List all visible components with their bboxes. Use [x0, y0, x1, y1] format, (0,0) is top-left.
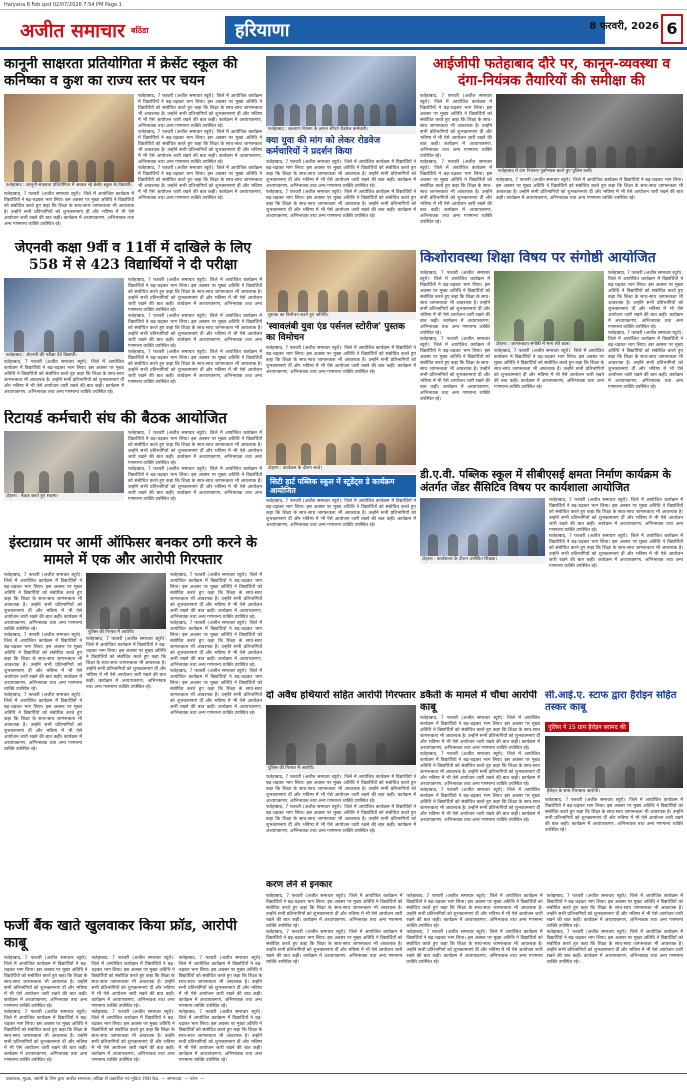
- body-text: फतेहाबाद, 7 फरवरी (अजीत समाचार ब्यूरो): जिले में आयोजित कार्यक्रम में विद्यार्थियों ने बढ़-चढ़कर भाग लिया। इस अवसर पर मुख्य अतिथि ने विद्यार्थियों को संबोधित करते हुए कहा कि शिक्षा के साथ-साथ जागरूकता भी आवश्यक है। उन्होंने सभी प्रतिभागियों को शुभकामनाएं दीं और भविष्य में भी ऐसे आयोजन जारी रखने की बात कही। कार्यक्रम में अध्यापकगण, अभिभावक तथा अन्य गणमान्य व्यक्ति उपस्थित रहे।: [420, 160, 492, 225]
- body-text: फतेहाबाद, 7 फरवरी (अजीत समाचार ब्यूरो): जिले में आयोजित कार्यक्रम में विद्यार्थियों ने बढ़-चढ़कर भाग लिया। इस अवसर पर मुख्य अतिथि ने विद्यार्थियों को संबोधित करते हुए कहा कि शिक्षा के साथ-साथ जागरूकता भी आवश्यक है। उन्होंने सभी प्रतिभागियों को शुभकामनाएं दीं और भविष्य में भी ऐसे आयोजन जारी रखने की बात कही। कार्यक्रम में अध्यापकगण, अभिभावक तथा अन्य गणमान्य व्यक्ति उपस्थित रहे।: [4, 633, 82, 692]
- body-text: फतेहाबाद, 7 फरवरी (अजीत समाचार ब्यूरो): जिले में आयोजित कार्यक्रम में विद्यार्थियों ने बढ़-चढ़कर भाग लिया। इस अवसर पर मुख्य अतिथि ने विद्यार्थियों को संबोधित करते हुए कहा कि शिक्षा के साथ-साथ जागरूकता भी आवश्यक है। उन्होंने सभी प्रतिभागियों को शुभकामनाएं दीं और भविष्य में भी ऐसे आयोजन जारी रखने की बात कही। कार्यक्रम में अध्यापकगण, अभिभावक तथा अन्य गणमान्य व्यक्ति उपस्थित रहे।: [546, 894, 683, 929]
- photo: [86, 573, 166, 629]
- body-text: फतेहाबाद, 7 फरवरी (अजीत समाचार ब्यूरो): जिले में आयोजित कार्यक्रम में विद्यार्थियों ने बढ़-चढ़कर भाग लिया। इस अवसर पर मुख्य अतिथि ने विद्यार्थियों को संबोधित करते हुए कहा कि शिक्षा के साथ-साथ जागरूकता भी आवश्यक है। उन्होंने सभी प्रतिभागियों को शुभकामनाएं दीं और भविष्य में भी ऐसे आयोजन जारी रखने की बात कही। कार्यक्रम में अध्यापकगण, अभिभावक तथा अन्य गणमान्य व्यक्ति उपस्थित रहे।: [608, 271, 683, 330]
- body-text: फतेहाबाद, 7 फरवरी (अजीत समाचार ब्यूरो): जिले में आयोजित कार्यक्रम में विद्यार्थियों ने बढ़-चढ़कर भाग लिया। इस अवसर पर मुख्य अतिथि ने विद्यार्थियों को संबोधित करते हुए कहा कि शिक्षा के साथ-साथ जागरूकता भी आवश्यक है। उन्होंने सभी प्रतिभागियों को शुभकामनाएं दीं और भविष्य में भी ऐसे आयोजन जारी रखने की बात कही। कार्यक्रम में अध्यापकगण, अभिभावक तथा अन्य गणमान्य व्यक्ति उपस्थित रहे।: [266, 499, 416, 528]
- photo-caption: पुलिस की गिरफ्त में आरोपी।: [86, 629, 166, 637]
- body-text: फतेहाबाद, 7 फरवरी (अजीत समाचार ब्यूरो): जिले में आयोजित कार्यक्रम में विद्यार्थियों ने बढ़-चढ़कर भाग लिया। इस अवसर पर मुख्य अतिथि ने विद्यार्थियों को संबोधित करते हुए कहा कि शिक्षा के साथ-साथ जागरूकता भी आवश्यक है। उन्होंने सभी प्रतिभागियों को शुभकामनाएं दीं और भविष्य में भी ऐसे आयोजन जारी रखने की बात कही। कार्यक्रम में अध्यापकगण, अभिभावक तथा अन्य गणमान्य व्यक्ति उपस्थित रहे।: [4, 573, 82, 632]
- body-text: फतेहाबाद, 7 फरवरी (अजीत समाचार ब्यूरो): जिले में आयोजित कार्यक्रम में विद्यार्थियों ने बढ़-चढ़कर भाग लिया। इस अवसर पर मुख्य अतिथि ने विद्यार्थियों को संबोधित करते हुए कहा कि शिक्षा के साथ-साथ जागरूकता भी आवश्यक है। उन्होंने सभी प्रतिभागियों को शुभकामनाएं दीं और भविष्य में भी ऐसे आयोजन जारी रखने की बात कही। कार्यक्रम में अध्यापकगण, अभिभावक तथा अन्य गणमान्य व्यक्ति उपस्थित रहे।: [91, 1010, 175, 1063]
- body-text: फतेहाबाद, 7 फरवरी (अजीत समाचार ब्यूरो): जिले में आयोजित कार्यक्रम में विद्यार्थियों ने बढ़-चढ़कर भाग लिया। इस अवसर पर मुख्य अतिथि ने विद्यार्थियों को संबोधित करते हुए कहा कि शिक्षा के साथ-साथ जागरूकता भी आवश्यक है। उन्होंने सभी प्रतिभागियों को शुभकामनाएं दीं और भविष्य में भी ऐसे आयोजन जारी रखने की बात कही। कार्यक्रम में अध्यापकगण, अभिभावक तथा अन्य गणमान्य व्यक्ति उपस्थित रहे।: [420, 337, 490, 402]
- headline: क्या युवा की मांग को लेकर रोडवेज कर्मचारियों ने प्रदर्शन किया: [266, 136, 381, 157]
- headline: जेएनवी कक्षा 9वीं व 11वीं में दाखिले के लिए 558 में से 423 विद्यार्थियों ने दी परीक्षा: [14, 240, 252, 273]
- body-text: फतेहाबाद, 7 फरवरी (अजीत समाचार ब्यूरो): जिले में आयोजित कार्यक्रम में विद्यार्थियों ने बढ़-चढ़कर भाग लिया। इस अवसर पर मुख्य अतिथि ने विद्यार्थियों को संबोधित करते हुए कहा कि शिक्षा के साथ-साथ जागरूकता भी आवश्यक है। उन्होंने सभी प्रतिभागियों को शुभकामनाएं दीं और भविष्य में भी ऐसे आयोजन जारी रखने की बात कही। कार्यक्रम में अध्यापकगण, अभिभावक तथा अन्य गणमान्य व्यक्ति उपस्थित रहे।: [128, 278, 262, 313]
- body-text: फतेहाबाद, 7 फरवरी (अजीत समाचार ब्यूरो): जिले में आयोजित कार्यक्रम में विद्यार्थियों ने बढ़-चढ़कर भाग लिया। इस अवसर पर मुख्य अतिथि ने विद्यार्थियों को संबोधित करते हुए कहा कि शिक्षा के साथ-साथ जागरूकता भी आवश्यक है। उन्होंने सभी प्रतिभागियों को शुभकामनाएं दीं और भविष्य में भी ऐसे आयोजन जारी रखने की बात कही। कार्यक्रम में अध्यापकगण, अभिभावक तथा अन्य गणमान्य व्यक्ति उपस्थित रहे।: [86, 637, 166, 690]
- story-jnv-exam: [4, 240, 262, 405]
- story-tag: पुलिस ने 15 ग्राम हैरोइन बरामद की: [545, 722, 629, 732]
- body-text: फतेहाबाद, 7 फरवरी (अजीत समाचार ब्यूरो): जिले में आयोजित कार्यक्रम में विद्यार्थियों ने बढ़-चढ़कर भाग लिया। इस अवसर पर मुख्य अतिथि ने विद्यार्थियों को संबोधित करते हुए कहा कि शिक्षा के साथ-साथ जागरूकता भी आवश्यक है। उन्होंने सभी प्रतिभागियों को शुभकामनाएं दीं और भविष्य में भी ऐसे आयोजन जारी रखने की बात कही। कार्यक्रम में अध्यापकगण, अभिभावक तथा अन्य गणमान्य व्यक्ति उपस्थित रहे।: [128, 467, 262, 502]
- story-adolescence-seminar: [420, 250, 683, 460]
- body-text: फतेहाबाद, 7 फरवरी (अजीत समाचार ब्यूरो): जिले में आयोजित कार्यक्रम में विद्यार्थियों ने बढ़-चढ़कर भाग लिया। इस अवसर पर मुख्य अतिथि ने विद्यार्थियों को संबोधित करते हुए कहा कि शिक्षा के साथ-साथ जागरूकता भी आवश्यक है। उन्होंने सभी प्रतिभागियों को शुभकामनाएं दीं और भविष्य में भी ऐसे आयोजन जारी रखने की बात कही। कार्यक्रम में अध्यापकगण, अभिभावक तथा अन्य गणमान्य व्यक्ति उपस्थित रहे।: [266, 930, 403, 965]
- body-text: फतेहाबाद, 7 फरवरी (अजीत समाचार ब्यूरो): जिले में आयोजित कार्यक्रम में विद्यार्थियों ने बढ़-चढ़कर भाग लिया। इस अवसर पर मुख्य अतिथि ने विद्यार्थियों को संबोधित करते हुए कहा कि शिक्षा के साथ-साथ जागरूकता भी आवश्यक है। उन्होंने सभी प्रतिभागियों को शुभकामनाएं दीं और भविष्य में भी ऐसे आयोजन जारी रखने की बात कही। कार्यक्रम में अध्यापकगण, अभिभावक तथा अन्य गणमान्य व्यक्ति उपस्थित रहे।: [170, 621, 262, 668]
- body-text: फतेहाबाद, 7 फरवरी (अजीत समाचार ब्यूरो): जिले में आयोजित कार्यक्रम में विद्यार्थियों ने बढ़-चढ़कर भाग लिया। इस अवसर पर मुख्य अतिथि ने विद्यार्थियों को संबोधित करते हुए कहा कि शिक्षा के साथ-साथ जागरूकता भी आवश्यक है। उन्होंने सभी प्रतिभागियों को शुभकामनाएं दीं और भविष्य में भी ऐसे आयोजन जारी रखने की बात कही। कार्यक्रम में अध्यापकगण, अभिभावक तथा अन्य गणमान्य व्यक्ति उपस्थित रहे।: [546, 930, 683, 965]
- body-text: फतेहाबाद, 7 फरवरी (अजीत समाचार ब्यूरो): जिले में आयोजित कार्यक्रम में विद्यार्थियों ने बढ़-चढ़कर भाग लिया। इस अवसर पर मुख्य अतिथि ने विद्यार्थियों को संबोधित करते हुए कहा कि शिक्षा के साथ-साथ जागरूकता भी आवश्यक है। उन्होंने सभी प्रतिभागियों को शुभकामनाएं दीं और भविष्य में भी ऐसे आयोजन जारी रखने की बात कही। कार्यक्रम में अध्यापकगण, अभिभावक तथा अन्य गणमान्य व्यक्ति उपस्थित रहे।: [170, 669, 262, 716]
- body-text: फतेहाबाद, 7 फरवरी (अजीत समाचार ब्यूरो): जिले में आयोजित कार्यक्रम में विद्यार्थियों ने बढ़-चढ़कर भाग लिया। इस अवसर पर मुख्य अतिथि ने विद्यार्थियों को संबोधित करते हुए कहा कि शिक्षा के साथ-साथ जागरूकता भी आवश्यक है। उन्होंने सभी प्रतिभागियों को शुभकामनाएं दीं और भविष्य में भी ऐसे आयोजन जारी रखने की बात कही। कार्यक्रम में अध्यापकगण, अभिभावक तथा अन्य गणमान्य व्यक्ति उपस्थित रहे।: [496, 178, 683, 201]
- photo: [266, 705, 416, 765]
- photo: [4, 94, 134, 182]
- headline: डकैती के मामले में चौथा आरोपी काबू: [420, 690, 537, 713]
- photo-caption: हैरोइन के साथ गिरफ्तार आरोपी।: [545, 788, 683, 796]
- headline: आईजीपी फतेहाबाद दौरे पर, कानून-व्यवस्था व दंगा-नियंत्रक तैयारियों की समीक्षा की: [432, 56, 671, 89]
- headline: 'स्वावलंबी युवा एंड पर्सनल स्टोरीज' पुस्तक का विमोचन: [266, 322, 405, 343]
- photo: [266, 250, 416, 312]
- photo: [420, 498, 545, 556]
- photo-caption: पुलिस की गिरफ्त में आरोपी।: [266, 765, 416, 773]
- page-number: 6: [661, 14, 683, 44]
- body-text: फतेहाबाद, 7 फरवरी (अजीत समाचार ब्यूरो): जिले में आयोजित कार्यक्रम में विद्यार्थियों ने बढ़-चढ़कर भाग लिया। इस अवसर पर मुख्य अतिथि ने विद्यार्थियों को संबोधित करते हुए कहा कि शिक्षा के साथ-साथ जागरूकता भी आवश्यक है। उन्होंने सभी प्रतिभागियों को शुभकामनाएं दीं और भविष्य में भी ऐसे आयोजन जारी रखने की बात कही। कार्यक्रम में अध्यापकगण, अभिभावक तथा अन्य गणमान्य व्यक्ति उपस्थित रहे।: [128, 314, 262, 349]
- story-fake-bank-accounts: [4, 918, 262, 1068]
- story-dacoity-accused: [420, 690, 540, 850]
- story-roadways-protest: [266, 56, 416, 246]
- headline: इंस्टाग्राम पर आर्मी ऑफिसर बनकर ठगी करने के मामले में एक और आरोपी गिरफ्तार: [9, 535, 257, 568]
- body-text: फतेहाबाद, 7 फरवरी (अजीत समाचार ब्यूरो): जिले में आयोजित कार्यक्रम में विद्यार्थियों ने बढ़-चढ़कर भाग लिया। इस अवसर पर मुख्य अतिथि ने विद्यार्थियों को संबोधित करते हुए कहा कि शिक्षा के साथ-साथ जागरूकता भी आवश्यक है। उन्होंने सभी प्रतिभागियों को शुभकामनाएं दीं और भविष्य में भी ऐसे आयोजन जारी रखने की बात कही। कार्यक्रम में अध्यापकगण, अभिभावक तथा अन्य गणमान्य व्यक्ति उपस्थित रहे।: [420, 271, 490, 336]
- print-slug: Haryana 8 Feb.qxd 02/07/2026 7:54 PM Page 1: [0, 0, 687, 10]
- body-text: फतेहाबाद, 7 फरवरी (अजीत समाचार ब्यूरो): जिले में आयोजित कार्यक्रम में विद्यार्थियों ने बढ़-चढ़कर भाग लिया। इस अवसर पर मुख्य अतिथि ने विद्यार्थियों को संबोधित करते हुए कहा कि शिक्षा के साथ-साथ जागरूकता भी आवश्यक है। उन्होंने सभी प्रतिभागियों को शुभकामनाएं दीं और भविष्य में भी ऐसे आयोजन जारी रखने की बात कही। कार्यक्रम में अध्यापकगण, अभिभावक तथा अन्य गणमान्य व्यक्ति उपस्थित रहे।: [494, 349, 604, 390]
- issue-date: 8 फरवरी, 2026: [589, 21, 659, 32]
- photo-caption: टोहाना : कार्यक्रम के दौरान बच्चे।: [266, 465, 416, 473]
- body-text: फतेहाबाद, 7 फरवरी (अजीत समाचार ब्यूरो): जिले में आयोजित कार्यक्रम में विद्यार्थियों ने बढ़-चढ़कर भाग लिया। इस अवसर पर मुख्य अतिथि ने विद्यार्थियों को संबोधित करते हुए कहा कि शिक्षा के साथ-साथ जागरूकता भी आवश्यक है। उन्होंने सभी प्रतिभागियों को शुभकामनाएं दीं और भविष्य में भी ऐसे आयोजन जारी रखने की बात कही। कार्यक्रम में अध्यापकगण, अभिभावक तथा अन्य गणमान्य व्यक्ति उपस्थित रहे।: [406, 894, 543, 929]
- body-text: फतेहाबाद, 7 फरवरी (अजीत समाचार ब्यूरो): जिले में आयोजित कार्यक्रम में विद्यार्थियों ने बढ़-चढ़कर भाग लिया। इस अवसर पर मुख्य अतिथि ने विद्यार्थियों को संबोधित करते हुए कहा कि शिक्षा के साथ-साथ जागरूकता भी आवश्यक है। उन्होंने सभी प्रतिभागियों को शुभकामनाएं दीं और भविष्य में भी ऐसे आयोजन जारी रखने की बात कही। कार्यक्रम में अध्यापकगण, अभिभावक तथा अन्य गणमान्य व्यक्ति उपस्थित रहे।: [178, 956, 262, 1009]
- imprint-line: प्रकाशक, मुद्रक, स्वामी के लिए द्वारा अजीत समाचार, बठिंडा से प्रकाशित एवं मुद्रित। RNI No. — सम्पादक: — फोन: —: [0, 1073, 687, 1089]
- photo: [266, 405, 416, 465]
- body-text: फतेहाबाद, 7 फरवरी (अजीत समाचार ब्यूरो): जिले में आयोजित कार्यक्रम में विद्यार्थियों ने बढ़-चढ़कर भाग लिया। इस अवसर पर मुख्य अतिथि ने विद्यार्थियों को संबोधित करते हुए कहा कि शिक्षा के साथ-साथ जागरूकता भी आवश्यक है। उन्होंने सभी प्रतिभागियों को शुभकामनाएं दीं और भविष्य में भी ऐसे आयोजन जारी रखने की बात कही। कार्यक्रम में अध्यापकगण, अभिभावक तथा अन्य गणमान्य व्यक्ति उपस्थित रहे।: [549, 498, 683, 533]
- photo-caption: फतेहाबाद : कल्याण विभाग के ज्ञापन सौंपते रोडवेज कर्मचारी।: [266, 126, 416, 134]
- headline: रिटायर्ड कर्मचारी संघ की बैठक आयोजित: [4, 410, 227, 427]
- body-text: फतेहाबाद, 7 फरवरी (अजीत समाचार ब्यूरो): जिले में आयोजित कार्यक्रम में विद्यार्थियों ने बढ़-चढ़कर भाग लिया। इस अवसर पर मुख्य अतिथि ने विद्यार्थियों को संबोधित करते हुए कहा कि शिक्षा के साथ-साथ जागरूकता भी आवश्यक है। उन्होंने सभी प्रतिभागियों को शुभकामनाएं दीं और भविष्य में भी ऐसे आयोजन जारी रखने की बात कही। कार्यक्रम में अध्यापकगण, अभिभावक तथा अन्य गणमान्य व्यक्ति उपस्थित रहे।: [266, 190, 416, 219]
- body-text: फतेहाबाद, 7 फरवरी (अजीत समाचार ब्यूरो): जिले में आयोजित कार्यक्रम में विद्यार्थियों ने बढ़-चढ़कर भाग लिया। इस अवसर पर मुख्य अतिथि ने विद्यार्थियों को संबोधित करते हुए कहा कि शिक्षा के साथ-साथ जागरूकता भी आवश्यक है। उन्होंने सभी प्रतिभागियों को शुभकामनाएं दीं और भविष्य में भी ऐसे आयोजन जारी रखने की बात कही। कार्यक्रम में अध्यापकगण, अभिभावक तथा अन्य गणमान्य व्यक्ति उपस्थित रहे।: [549, 534, 683, 569]
- photo: [545, 736, 683, 788]
- body-text: फतेहाबाद, 7 फरवरी (अजीत समाचार ब्यूरो): जिले में आयोजित कार्यक्रम में विद्यार्थियों ने बढ़-चढ़कर भाग लिया। इस अवसर पर मुख्य अतिथि ने विद्यार्थियों को संबोधित करते हुए कहा कि शिक्षा के साथ-साथ जागरूकता भी आवश्यक है। उन्होंने सभी प्रतिभागियों को शुभकामनाएं दीं और भविष्य में भी ऐसे आयोजन जारी रखने की बात कही। कार्यक्रम में अध्यापकगण, अभिभावक तथा अन्य गणमान्य व्यक्ति उपस्थित रहे।: [420, 788, 540, 823]
- body-text: फतेहाबाद, 7 फरवरी (अजीत समाचार ब्यूरो): जिले में आयोजित कार्यक्रम में विद्यार्थियों ने बढ़-चढ़कर भाग लिया। इस अवसर पर मुख्य अतिथि ने विद्यार्थियों को संबोधित करते हुए कहा कि शिक्षा के साथ-साथ जागरूकता भी आवश्यक है। उन्होंने सभी प्रतिभागियों को शुभकामनाएं दीं और भविष्य में भी ऐसे आयोजन जारी रखने की बात कही। कार्यक्रम में अध्यापकगण, अभिभावक तथा अन्य गणमान्य व्यक्ति उपस्थित रहे।: [4, 693, 82, 752]
- body-text: फतेहाबाद, 7 फरवरी (अजीत समाचार ब्यूरो): जिले में आयोजित कार्यक्रम में विद्यार्थियों ने बढ़-चढ़कर भाग लिया। इस अवसर पर मुख्य अतिथि ने विद्यार्थियों को संबोधित करते हुए कहा कि शिक्षा के साथ-साथ जागरूकता भी आवश्यक है। उन्होंने सभी प्रतिभागियों को शुभकामनाएं दीं और भविष्य में भी ऐसे आयोजन जारी रखने की बात कही। कार्यक्रम में अध्यापकगण, अभिभावक तथा अन्य गणमान्य व्यक्ति उपस्थित रहे।: [138, 94, 262, 129]
- headline: डी.ए.वी. पब्लिक स्कूल में सीबीएसई क्षमता निर्माण कार्यक्रम के अंतर्गत जेंडर सैंसिटिव विषय पर कार्यशाला आयोजित: [420, 468, 671, 494]
- body-text: फतेहाबाद, 7 फरवरी (अजीत समाचार ब्यूरो): जिले में आयोजित कार्यक्रम में विद्यार्थियों ने बढ़-चढ़कर भाग लिया। इस अवसर पर मुख्य अतिथि ने विद्यार्थियों को संबोधित करते हुए कहा कि शिक्षा के साथ-साथ जागरूकता भी आवश्यक है। उन्होंने सभी प्रतिभागियों को शुभकामनाएं दीं और भविष्य में भी ऐसे आयोजन जारी रखने की बात कही। कार्यक्रम में अध्यापकगण, अभिभावक तथा अन्य गणमान्य व्यक्ति उपस्थित रहे।: [4, 360, 124, 395]
- story-cia-heroin: [545, 690, 683, 880]
- body-text: फतेहाबाद, 7 फरवरी (अजीत समाचार ब्यूरो): जिले में आयोजित कार्यक्रम में विद्यार्थियों ने बढ़-चढ़कर भाग लिया। इस अवसर पर मुख्य अतिथि ने विद्यार्थियों को संबोधित करते हुए कहा कि शिक्षा के साथ-साथ जागरूकता भी आवश्यक है। उन्होंने सभी प्रतिभागियों को शुभकामनाएं दीं और भविष्य में भी ऐसे आयोजन जारी रखने की बात कही। कार्यक्रम में अध्यापकगण, अभिभावक तथा अन्य गणमान्य व्यक्ति उपस्थित रहे।: [4, 1010, 88, 1063]
- masthead: [0, 10, 687, 50]
- body-text: फतेहाबाद, 7 फरवरी (अजीत समाचार ब्यूरो): जिले में आयोजित कार्यक्रम में विद्यार्थियों ने बढ़-चढ़कर भाग लिया। इस अवसर पर मुख्य अतिथि ने विद्यार्थियों को संबोधित करते हुए कहा कि शिक्षा के साथ-साथ जागरूकता भी आवश्यक है। उन्होंने सभी प्रतिभागियों को शुभकामनाएं दीं और भविष्य में भी ऐसे आयोजन जारी रखने की बात कही। कार्यक्रम में अध्यापकगण, अभिभावक तथा अन्य गणमान्य व्यक्ति उपस्थित रहे।: [170, 573, 262, 620]
- photo: [496, 94, 683, 168]
- photo: [4, 278, 124, 352]
- story-instagram-fraud: [4, 535, 262, 805]
- headline: सिटी हार्ट पब्लिक स्कूल में स्टूडेंट्स डे कार्यक्रम आयोजित: [266, 475, 416, 497]
- body-text: फतेहाबाद, 7 फरवरी (अजीत समाचार ब्यूरो): जिले में आयोजित कार्यक्रम में विद्यार्थियों ने बढ़-चढ़कर भाग लिया। इस अवसर पर मुख्य अतिथि ने विद्यार्थियों को संबोधित करते हुए कहा कि शिक्षा के साथ-साथ जागरूकता भी आवश्यक है। उन्होंने सभी प्रतिभागियों को शुभकामनाएं दीं और भविष्य में भी ऐसे आयोजन जारी रखने की बात कही। कार्यक्रम में अध्यापकगण, अभिभावक तथा अन्य गणमान्य व्यक्ति उपस्थित रहे।: [420, 716, 540, 751]
- body-text: फतेहाबाद, 7 फरवरी (अजीत समाचार ब्यूरो): जिले में आयोजित कार्यक्रम में विद्यार्थियों ने बढ़-चढ़कर भाग लिया। इस अवसर पर मुख्य अतिथि ने विद्यार्थियों को संबोधित करते हुए कहा कि शिक्षा के साथ-साथ जागरूकता भी आवश्यक है। उन्होंने सभी प्रतिभागियों को शुभकामनाएं दीं और भविष्य में भी ऐसे आयोजन जारी रखने की बात कही। कार्यक्रम में अध्यापकगण, अभिभावक तथा अन्य गणमान्य व्यक्ति उपस्थित रहे।: [128, 350, 262, 385]
- story-retired-employees: [4, 410, 262, 530]
- headline: करण लेने से इनकार: [266, 880, 333, 890]
- photo-caption: फतेहाबाद : कानूनी साक्षरता प्रतियोगिता में अव्वल रहे क्रेसेंट स्कूल के विद्यार्थी।: [4, 182, 134, 190]
- photo-caption: टोहाना : जागरूकता संगोष्ठी में भाग लेते छात्र।: [494, 341, 604, 349]
- body-text: फतेहाबाद, 7 फरवरी (अजीत समाचार ब्यूरो): जिले में आयोजित कार्यक्रम में विद्यार्थियों ने बढ़-चढ़कर भाग लिया। इस अवसर पर मुख्य अतिथि ने विद्यार्थियों को संबोधित करते हुए कहा कि शिक्षा के साथ-साथ जागरूकता भी आवश्यक है। उन्होंने सभी प्रतिभागियों को शुभकामनाएं दीं और भविष्य में भी ऐसे आयोजन जारी रखने की बात कही। कार्यक्रम में अध्यापकगण, अभिभावक तथा अन्य गणमान्य व्यक्ति उपस्थित रहे।: [4, 956, 88, 1009]
- photo-caption: टोहाना : बैठक करते हुए सदस्य।: [4, 493, 124, 501]
- body-text: फतेहाबाद, 7 फरवरी (अजीत समाचार ब्यूरो): जिले में आयोजित कार्यक्रम में विद्यार्थियों ने बढ़-चढ़कर भाग लिया। इस अवसर पर मुख्य अतिथि ने विद्यार्थियों को संबोधित करते हुए कहा कि शिक्षा के साथ-साथ जागरूकता भी आवश्यक है। उन्होंने सभी प्रतिभागियों को शुभकामनाएं दीं और भविष्य में भी ऐसे आयोजन जारी रखने की बात कही। कार्यक्रम में अध्यापकगण, अभिभावक तथा अन्य गणमान्य व्यक्ति उपस्थित रहे।: [420, 752, 540, 787]
- body-text: फतेहाबाद, 7 फरवरी (अजीत समाचार ब्यूरो): जिले में आयोजित कार्यक्रम में विद्यार्थियों ने बढ़-चढ़कर भाग लिया। इस अवसर पर मुख्य अतिथि ने विद्यार्थियों को संबोधित करते हुए कहा कि शिक्षा के साथ-साथ जागरूकता भी आवश्यक है। उन्होंने सभी प्रतिभागियों को शुभकामनाएं दीं और भविष्य में भी ऐसे आयोजन जारी रखने की बात कही। कार्यक्रम में अध्यापकगण, अभिभावक तथा अन्य गणमान्य व्यक्ति उपस्थित रहे।: [266, 160, 416, 189]
- body-text: फतेहाबाद, 7 फरवरी (अजीत समाचार ब्यूरो): जिले में आयोजित कार्यक्रम में विद्यार्थियों ने बढ़-चढ़कर भाग लिया। इस अवसर पर मुख्य अतिथि ने विद्यार्थियों को संबोधित करते हुए कहा कि शिक्षा के साथ-साथ जागरूकता भी आवश्यक है। उन्होंने सभी प्रतिभागियों को शुभकामनाएं दीं और भविष्य में भी ऐसे आयोजन जारी रखने की बात कही। कार्यक्रम में अध्यापकगण, अभिभावक तथा अन्य गणमान्य व्यक्ति उपस्थित रहे।: [138, 166, 262, 201]
- body-text: फतेहाबाद, 7 फरवरी (अजीत समाचार ब्यूरो): जिले में आयोजित कार्यक्रम में विद्यार्थियों ने बढ़-चढ़कर भाग लिया। इस अवसर पर मुख्य अतिथि ने विद्यार्थियों को संबोधित करते हुए कहा कि शिक्षा के साथ-साथ जागरूकता भी आवश्यक है। उन्होंने सभी प्रतिभागियों को शुभकामनाएं दीं और भविष्य में भी ऐसे आयोजन जारी रखने की बात कही। कार्यक्रम में अध्यापकगण, अभिभावक तथा अन्य गणमान्य व्यक्ति उपस्थित रहे।: [266, 775, 416, 804]
- story-dav-workshop: [420, 468, 683, 598]
- story-students-day: [266, 405, 416, 535]
- headline: दो अवैध हथियारों सहित आरोपी गिरफ्तार: [266, 690, 416, 701]
- body-text: फतेहाबाद, 7 फरवरी (अजीत समाचार ब्यूरो): जिले में आयोजित कार्यक्रम में विद्यार्थियों ने बढ़-चढ़कर भाग लिया। इस अवसर पर मुख्य अतिथि ने विद्यार्थियों को संबोधित करते हुए कहा कि शिक्षा के साथ-साथ जागरूकता भी आवश्यक है। उन्होंने सभी प्रतिभागियों को शुभकामनाएं दीं और भविष्य में भी ऐसे आयोजन जारी रखने की बात कही। कार्यक्रम में अध्यापकगण, अभिभावक तथा अन्य गणमान्य व्यक्ति उपस्थित रहे।: [266, 894, 403, 929]
- body-text: फतेहाबाद, 7 फरवरी (अजीत समाचार ब्यूरो): जिले में आयोजित कार्यक्रम में विद्यार्थियों ने बढ़-चढ़कर भाग लिया। इस अवसर पर मुख्य अतिथि ने विद्यार्थियों को संबोधित करते हुए कहा कि शिक्षा के साथ-साथ जागरूकता भी आवश्यक है। उन्होंने सभी प्रतिभागियों को शुभकामनाएं दीं और भविष्य में भी ऐसे आयोजन जारी रखने की बात कही। कार्यक्रम में अध्यापकगण, अभिभावक तथा अन्य गणमान्य व्यक्ति उपस्थित रहे।: [266, 805, 416, 834]
- section-title: हरियाणा: [225, 16, 605, 44]
- story-illegal-weapons: [266, 690, 416, 870]
- body-text: फतेहाबाद, 7 फरवरी (अजीत समाचार ब्यूरो): जिले में आयोजित कार्यक्रम में विद्यार्थियों ने बढ़-चढ़कर भाग लिया। इस अवसर पर मुख्य अतिथि ने विद्यार्थियों को संबोधित करते हुए कहा कि शिक्षा के साथ-साथ जागरूकता भी आवश्यक है। उन्होंने सभी प्रतिभागियों को शुभकामनाएं दीं और भविष्य में भी ऐसे आयोजन जारी रखने की बात कही। कार्यक्रम में अध्यापकगण, अभिभावक तथा अन्य गणमान्य व्यक्ति उपस्थित रहे।: [178, 1010, 262, 1063]
- photo-caption: टोहाना : कार्यशाला के दौरान उपस्थित शिक्षक।: [420, 556, 545, 564]
- body-text: फतेहाबाद, 7 फरवरी (अजीत समाचार ब्यूरो): जिले में आयोजित कार्यक्रम में विद्यार्थियों ने बढ़-चढ़कर भाग लिया। इस अवसर पर मुख्य अतिथि ने विद्यार्थियों को संबोधित करते हुए कहा कि शिक्षा के साथ-साथ जागरूकता भी आवश्यक है। उन्होंने सभी प्रतिभागियों को शुभकामनाएं दीं और भविष्य में भी ऐसे आयोजन जारी रखने की बात कही। कार्यक्रम में अध्यापकगण, अभिभावक तथा अन्य गणमान्य व्यक्ति उपस्थित रहे।: [608, 331, 683, 390]
- body-text: फतेहाबाद, 7 फरवरी (अजीत समाचार ब्यूरो): जिले में आयोजित कार्यक्रम में विद्यार्थियों ने बढ़-चढ़कर भाग लिया। इस अवसर पर मुख्य अतिथि ने विद्यार्थियों को संबोधित करते हुए कहा कि शिक्षा के साथ-साथ जागरूकता भी आवश्यक है। उन्होंने सभी प्रतिभागियों को शुभकामनाएं दीं और भविष्य में भी ऐसे आयोजन जारी रखने की बात कही। कार्यक्रम में अध्यापकगण, अभिभावक तथा अन्य गणमान्य व्यक्ति उपस्थित रहे।: [266, 346, 416, 375]
- body-text: फतेहाबाद, 7 फरवरी (अजीत समाचार ब्यूरो): जिले में आयोजित कार्यक्रम में विद्यार्थियों ने बढ़-चढ़कर भाग लिया। इस अवसर पर मुख्य अतिथि ने विद्यार्थियों को संबोधित करते हुए कहा कि शिक्षा के साथ-साथ जागरूकता भी आवश्यक है। उन्होंने सभी प्रतिभागियों को शुभकामनाएं दीं और भविष्य में भी ऐसे आयोजन जारी रखने की बात कही। कार्यक्रम में अध्यापकगण, अभिभावक तथा अन्य गणमान्य व्यक्ति उपस्थित रहे।: [128, 431, 262, 466]
- photo-caption: फतेहाबाद : जेएनवी की परीक्षा देते विद्यार्थी।: [4, 352, 124, 360]
- headline: सी.आई.ए. स्टाफ द्वारा हैरोइन सहित तस्कर काबू: [545, 690, 677, 713]
- logo-city: बठिंडा: [130, 24, 149, 35]
- body-text: फतेहाबाद, 7 फरवरी (अजीत समाचार ब्यूरो): जिले में आयोजित कार्यक्रम में विद्यार्थियों ने बढ़-चढ़कर भाग लिया। इस अवसर पर मुख्य अतिथि ने विद्यार्थियों को संबोधित करते हुए कहा कि शिक्षा के साथ-साथ जागरूकता भी आवश्यक है। उन्होंने सभी प्रतिभागियों को शुभकामनाएं दीं और भविष्य में भी ऐसे आयोजन जारी रखने की बात कही। कार्यक्रम में अध्यापकगण, अभिभावक तथा अन्य गणमान्य व्यक्ति उपस्थित रहे।: [545, 798, 683, 833]
- photo: [266, 56, 416, 126]
- headline: किशोरावस्था शिक्षा विषय पर संगोष्ठी आयोजित: [420, 250, 656, 266]
- logo-text: अजीत समाचार: [20, 20, 125, 42]
- body-text: फतेहाबाद, 7 फरवरी (अजीत समाचार ब्यूरो): जिले में आयोजित कार्यक्रम में विद्यार्थियों ने बढ़-चढ़कर भाग लिया। इस अवसर पर मुख्य अतिथि ने विद्यार्थियों को संबोधित करते हुए कहा कि शिक्षा के साथ-साथ जागरूकता भी आवश्यक है। उन्होंने सभी प्रतिभागियों को शुभकामनाएं दीं और भविष्य में भी ऐसे आयोजन जारी रखने की बात कही। कार्यक्रम में अध्यापकगण, अभिभावक तथा अन्य गणमान्य व्यक्ति उपस्थित रहे।: [91, 956, 175, 1009]
- story-book-release: [266, 250, 416, 400]
- headline: फर्जी बैंक खाते खुलवाकर किया फ्रॉड, आरोपी काबू: [4, 918, 237, 951]
- newspaper-logo: [20, 16, 220, 44]
- photo-caption: फतेहाबाद में दंगा नियंत्रण पूर्वाभ्यास करते हुए पुलिस कर्मी।: [496, 168, 683, 176]
- body-text: फतेहाबाद, 7 फरवरी (अजीत समाचार ब्यूरो): जिले में आयोजित कार्यक्रम में विद्यार्थियों ने बढ़-चढ़कर भाग लिया। इस अवसर पर मुख्य अतिथि ने विद्यार्थियों को संबोधित करते हुए कहा कि शिक्षा के साथ-साथ जागरूकता भी आवश्यक है। उन्होंने सभी प्रतिभागियों को शुभकामनाएं दीं और भविष्य में भी ऐसे आयोजन जारी रखने की बात कही। कार्यक्रम में अध्यापकगण, अभिभावक तथा अन्य गणमान्य व्यक्ति उपस्थित रहे।: [4, 192, 134, 227]
- story-igp-visit: [420, 56, 683, 246]
- body-text: फतेहाबाद, 7 फरवरी (अजीत समाचार ब्यूरो): जिले में आयोजित कार्यक्रम में विद्यार्थियों ने बढ़-चढ़कर भाग लिया। इस अवसर पर मुख्य अतिथि ने विद्यार्थियों को संबोधित करते हुए कहा कि शिक्षा के साथ-साथ जागरूकता भी आवश्यक है। उन्होंने सभी प्रतिभागियों को शुभकामनाएं दीं और भविष्य में भी ऐसे आयोजन जारी रखने की बात कही। कार्यक्रम में अध्यापकगण, अभिभावक तथा अन्य गणमान्य व्यक्ति उपस्थित रहे।: [406, 930, 543, 965]
- story-bottom-center: [266, 880, 683, 1070]
- headline: कानूनी साक्षरता प्रतियोगिता में क्रेसेंट स्कूल की कनिष्का व कुश का राज्य स्तर पर चयन: [4, 56, 238, 89]
- photo: [494, 271, 604, 341]
- photo-caption: पुस्तक का विमोचन करते हुए अतिथि।: [266, 312, 416, 320]
- photo: [4, 431, 124, 493]
- story-legal-literacy: [4, 56, 262, 236]
- body-text: फतेहाबाद, 7 फरवरी (अजीत समाचार ब्यूरो): जिले में आयोजित कार्यक्रम में विद्यार्थियों ने बढ़-चढ़कर भाग लिया। इस अवसर पर मुख्य अतिथि ने विद्यार्थियों को संबोधित करते हुए कहा कि शिक्षा के साथ-साथ जागरूकता भी आवश्यक है। उन्होंने सभी प्रतिभागियों को शुभकामनाएं दीं और भविष्य में भी ऐसे आयोजन जारी रखने की बात कही। कार्यक्रम में अध्यापकगण, अभिभावक तथा अन्य गणमान्य व्यक्ति उपस्थित रहे।: [138, 130, 262, 165]
- body-text: फतेहाबाद, 7 फरवरी (अजीत समाचार ब्यूरो): जिले में आयोजित कार्यक्रम में विद्यार्थियों ने बढ़-चढ़कर भाग लिया। इस अवसर पर मुख्य अतिथि ने विद्यार्थियों को संबोधित करते हुए कहा कि शिक्षा के साथ-साथ जागरूकता भी आवश्यक है। उन्होंने सभी प्रतिभागियों को शुभकामनाएं दीं और भविष्य में भी ऐसे आयोजन जारी रखने की बात कही। कार्यक्रम में अध्यापकगण, अभिभावक तथा अन्य गणमान्य व्यक्ति उपस्थित रहे।: [420, 94, 492, 159]
